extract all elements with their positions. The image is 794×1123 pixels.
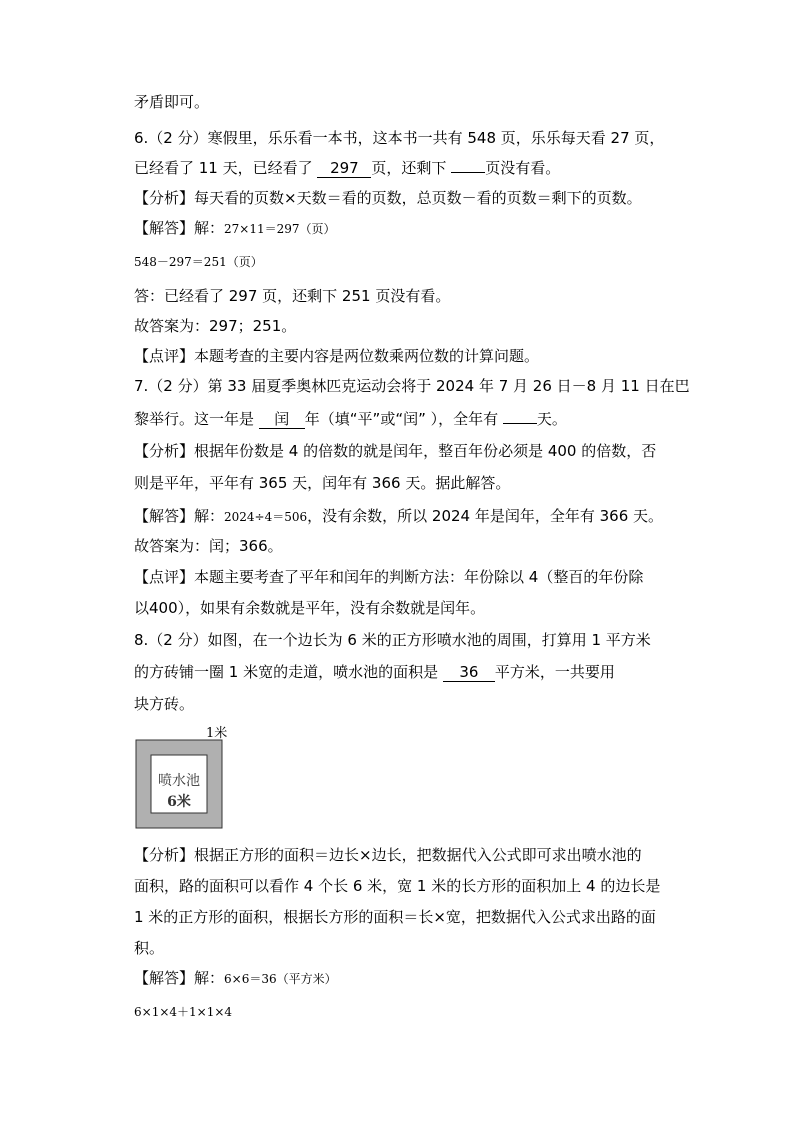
q8-analysis-line4: 积。 xyxy=(134,939,165,957)
q8-stem-text-a: 的方砖铺一圈 1 米宽的走道，喷水池的面积是 xyxy=(134,663,443,681)
q7-stem-text-a: 黎举行。这一年是 xyxy=(134,410,259,428)
figure-top-label: 1米 xyxy=(206,726,228,741)
q6-answer-expr2: 548－297＝251（页） xyxy=(134,255,263,269)
q8-analysis-line1: 【分析】根据正方形的面积＝边长×边长，把数据代入公式即可求出喷水池的 xyxy=(134,846,642,864)
q6-final-answer: 故答案为：297；251。 xyxy=(134,317,297,335)
q5-tail: 矛盾即可。 xyxy=(134,93,210,111)
q6-stem-text-a: 已经看了 11 天，已经看了 xyxy=(134,159,318,177)
q7-blank-1: 闰 xyxy=(259,411,305,429)
q6-stem-text-b: 页，还剩下 xyxy=(371,159,452,177)
q8-blank-1: 36 xyxy=(443,664,495,682)
q6-answer-expr1: 27×11＝297（页） xyxy=(224,222,336,236)
q7-blank-2 xyxy=(503,423,537,424)
q8-analysis-line3: 1 米的正方形的面积，根据长方形的面积＝长×宽，把数据代入公式求出路的面 xyxy=(134,908,656,926)
q6-stem-line1: 6.（2 分）寒假里，乐乐看一本书，这本书一共有 548 页，乐乐每天看 27 页， xyxy=(134,129,665,147)
q6-answer-label: 【解答】解： xyxy=(134,219,225,237)
q7-answer-label: 【解答】解： xyxy=(134,507,225,525)
q8-answer-line1 xyxy=(134,968,337,989)
q6-blank-2 xyxy=(451,172,485,173)
q7-stem-text-b: 年（填“平”或“闰” ），全年有 xyxy=(304,410,503,428)
q8-stem-line2 xyxy=(134,662,615,682)
q7-answer-rest: ，没有余数，所以 2024 年是闰年，全年有 366 天。 xyxy=(307,507,664,525)
q7-stem-line1: 7.（2 分）第 33 届夏季奥林匹克运动会将于 2024 年 7 月 26 日－8 月 11 日在巴 xyxy=(134,377,690,395)
q7-comment-line2: 以400），如果有余数就是平年，没有余数就是闰年。 xyxy=(134,599,486,617)
q7-analysis-line2: 则是平年，平年有 365 天，闰年有 366 天。据此解答。 xyxy=(134,474,511,492)
q6-answer-line1 xyxy=(134,218,336,239)
q6-analysis: 【分析】每天看的页数×天数＝看的页数，总页数－看的页数＝剩下的页数。 xyxy=(134,189,642,207)
q8-answer-expr1: 6×6＝36（平方米） xyxy=(224,972,337,986)
q6-answer-text: 答：已经看了 297 页，还剩下 251 页没有看。 xyxy=(134,287,451,305)
q8-answer-expr2: 6×1×4＋1×1×4 xyxy=(134,1005,233,1019)
q6-comment: 【点评】本题考查的主要内容是两位数乘两位数的计算问题。 xyxy=(134,347,540,365)
q8-stem-line1: 8.（2 分）如图，在一个边长为 6 米的正方形喷水池的周围，打算用 1 平方米 xyxy=(134,631,651,649)
q7-stem-line2 xyxy=(134,409,567,429)
q7-stem-text-c: 天。 xyxy=(536,410,567,428)
q7-comment-line1: 【点评】本题主要考查了平年和闰年的判断方法：年份除以 4（整百的年份除 xyxy=(134,568,644,586)
figure-pool-label: 喷水池 xyxy=(158,773,200,789)
fountain-figure xyxy=(134,724,244,832)
q8-stem-line3: 块方砖。 xyxy=(134,695,195,713)
q8-answer-label: 【解答】解： xyxy=(134,969,225,987)
q7-final-answer: 故答案为：闰；366。 xyxy=(134,537,283,555)
q7-answer-expr: 2024÷4＝506 xyxy=(224,510,308,524)
q7-answer xyxy=(134,506,663,527)
figure-side-label: 6米 xyxy=(167,794,191,810)
q6-blank-1: 297 xyxy=(317,160,371,178)
q8-stem-text-b: 平方米，一共要用 xyxy=(494,663,615,681)
q6-stem-line2 xyxy=(134,158,560,178)
q7-analysis-line1: 【分析】根据年份数是 4 的倍数的就是闰年，整百年份必须是 400 的倍数，否 xyxy=(134,442,657,460)
q6-stem-text-c: 页没有看。 xyxy=(485,159,561,177)
q8-analysis-line2: 面积，路的面积可以看作 4 个长 6 米，宽 1 米的长方形的面积加上 4 的边长是 xyxy=(134,877,661,895)
